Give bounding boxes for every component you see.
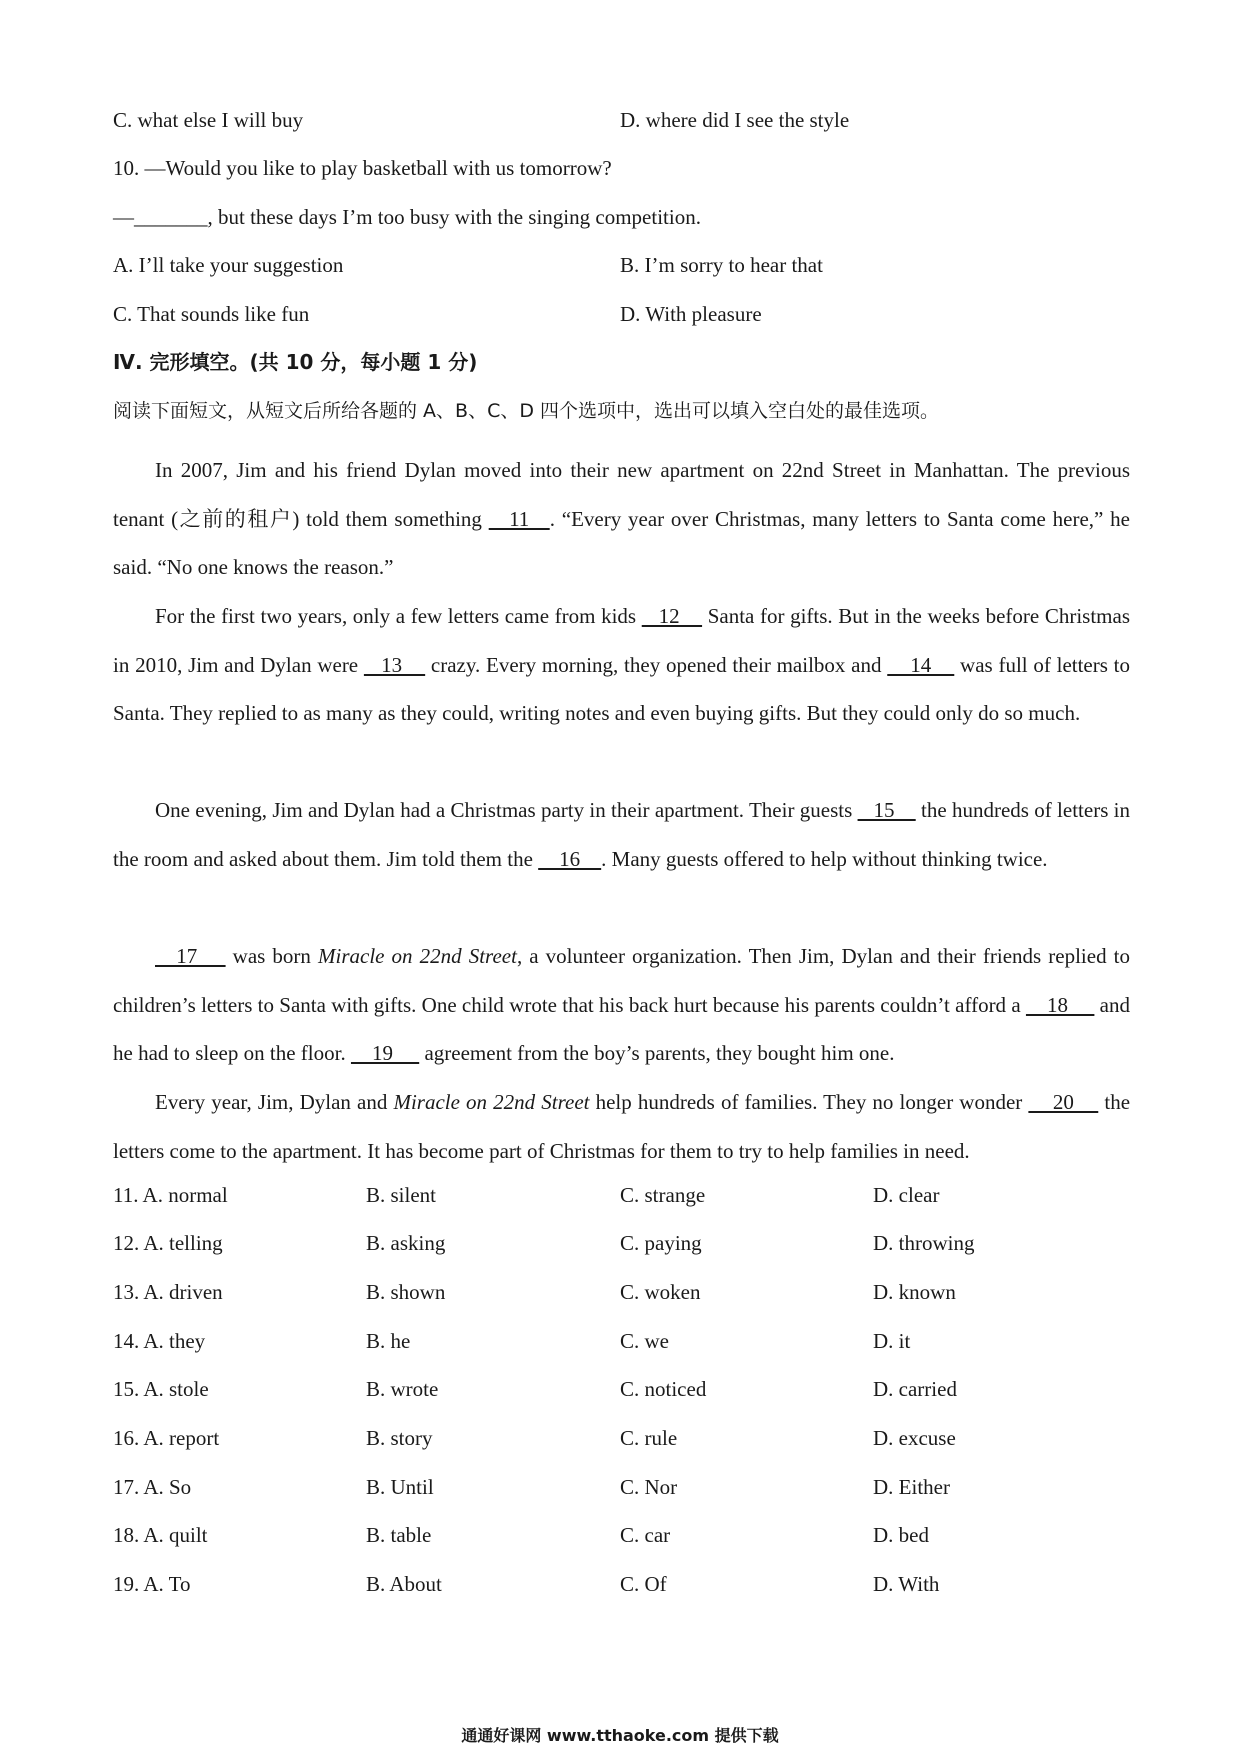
option-b: B. Until bbox=[366, 1475, 434, 1499]
option-d: D. it bbox=[873, 1329, 911, 1353]
section-instruction: 阅读下面短文，从短文后所给各题的 A、B、C、D 四个选项中，选出可以填入空白处的最佳选项。 bbox=[113, 400, 940, 422]
option-row-15 bbox=[113, 1375, 1130, 1403]
option-d: D. throwing bbox=[873, 1231, 975, 1255]
blank-19: 19 bbox=[350, 1041, 420, 1065]
passage-text: . “Every year over Christmas, many letters to Santa come here,” he said. “No one knows the reason.” bbox=[113, 506, 1130, 579]
passage-paragraph-5 bbox=[113, 1078, 1130, 1175]
passage-text: the hundreds of letters in the room and asked about them. Jim told them the bbox=[113, 798, 1131, 871]
option-c: C. woken bbox=[620, 1280, 701, 1304]
option-row-11 bbox=[113, 1181, 1130, 1209]
blank-20: 20 bbox=[1028, 1090, 1099, 1114]
organization-name: Miracle on 22nd Street bbox=[393, 1090, 590, 1114]
passage-text: help hundreds of families. They no longer wonder bbox=[589, 1090, 1029, 1114]
organization-name: Miracle on 22nd Street bbox=[318, 944, 517, 968]
option-b: B. wrote bbox=[366, 1377, 439, 1401]
option-a: 13. A. driven bbox=[113, 1280, 223, 1304]
option-row-18 bbox=[113, 1521, 1130, 1549]
option-c: C. we bbox=[620, 1329, 669, 1353]
blank-14: 14 bbox=[887, 652, 955, 677]
option-c: C. noticed bbox=[620, 1377, 707, 1401]
option-b: B. About bbox=[366, 1572, 442, 1596]
q10-option-a: A. I’ll take your suggestion bbox=[113, 253, 344, 277]
passage-text: One evening, Jim and Dylan had a Christmas party in their apartment. Their guests bbox=[155, 798, 858, 822]
option-d: D. known bbox=[873, 1280, 956, 1304]
option-c: C. car bbox=[620, 1523, 671, 1547]
passage-text: was born bbox=[225, 944, 318, 968]
passage-text: crazy. Every morning, they opened their mailbox and bbox=[425, 652, 888, 677]
blank-16: 16 bbox=[538, 846, 602, 871]
option-a: 16. A. report bbox=[113, 1426, 220, 1450]
passage-paragraph-2 bbox=[113, 592, 1130, 738]
q10-reply-text: , but these days I’m too busy with the singing competition. bbox=[207, 205, 701, 229]
option-a: 15. A. stole bbox=[113, 1377, 209, 1401]
q10-option-d: D. With pleasure bbox=[620, 302, 762, 326]
q10-option-c: C. That sounds like fun bbox=[113, 302, 310, 326]
blank-18: 18 bbox=[1025, 992, 1095, 1017]
option-d: D. With bbox=[873, 1572, 940, 1596]
q10-blank: —_______ bbox=[113, 205, 208, 229]
passage-text: and he had to sleep on the floor. bbox=[113, 992, 1131, 1065]
passage-text: For the first two years, only a few letters came from kids bbox=[155, 604, 642, 628]
option-d: D. Either bbox=[873, 1475, 950, 1499]
option-d: D. bed bbox=[873, 1523, 929, 1547]
option-a: 12. A. telling bbox=[113, 1231, 223, 1255]
option-a: 14. A. they bbox=[113, 1329, 206, 1353]
option-d: D. clear bbox=[873, 1183, 940, 1207]
passage-text: the letters come to the apartment. It has become part of Christmas for them to try to help families in need. bbox=[113, 1090, 1131, 1163]
option-row-17 bbox=[113, 1473, 1130, 1501]
option-b: B. story bbox=[366, 1426, 433, 1450]
option-row-16 bbox=[113, 1424, 1130, 1452]
option-c: C. paying bbox=[620, 1231, 702, 1255]
q10-reply bbox=[113, 203, 701, 231]
option-a: 11. A. normal bbox=[113, 1183, 228, 1207]
blank-13: 13 bbox=[363, 652, 426, 677]
blank-12: 12 bbox=[641, 604, 703, 628]
option-b: B. asking bbox=[366, 1231, 446, 1255]
passage-text: , a volunteer organization. Then Jim, Dylan and their friends replied to children’s letters to Santa with gifts. One child wrote that his back hurt because his parents couldn’t afford a bbox=[113, 944, 1130, 1017]
passage-paragraph-1 bbox=[113, 446, 1130, 592]
option-row-14 bbox=[113, 1327, 1130, 1355]
passage-text: was full of letters to Santa. They replied to as many as they could, writing notes and even buying gifts. But they could only do so much. bbox=[113, 652, 1131, 725]
passage-text: Santa for gifts. But in the weeks before Christmas in 2010, Jim and Dylan were bbox=[113, 604, 1130, 677]
q10-stem: 10. —Would you like to play basketball with us tomorrow? bbox=[113, 156, 612, 180]
passage-paragraph-3 bbox=[113, 786, 1130, 883]
option-c: C. strange bbox=[620, 1183, 706, 1207]
option-row-12 bbox=[113, 1229, 1130, 1257]
page-footer: 通通好课网 www.tthaoke.com 提供下载 bbox=[461, 1726, 779, 1745]
option-b: B. shown bbox=[366, 1280, 446, 1304]
option-a: 19. A. To bbox=[113, 1572, 191, 1596]
section-heading: Ⅳ. 完形填空。(共 10 分，每小题 1 分) bbox=[113, 350, 478, 374]
option-c: C. Nor bbox=[620, 1475, 678, 1499]
option-d: D. excuse bbox=[873, 1426, 956, 1450]
q10-option-b: B. I’m sorry to hear that bbox=[620, 253, 823, 277]
passage-paragraph-4 bbox=[113, 932, 1130, 1078]
option-b: B. table bbox=[366, 1523, 432, 1547]
passage-text: agreement from the boy’s parents, they bought him one. bbox=[419, 1041, 895, 1065]
passage-text: Every year, Jim, Dylan and bbox=[155, 1090, 394, 1114]
blank-17: 17 bbox=[155, 944, 226, 968]
option-d: D. carried bbox=[873, 1377, 957, 1401]
blank-11: 11 bbox=[488, 506, 550, 531]
option-b: B. he bbox=[366, 1329, 411, 1353]
q9-option-c: C. what else I will buy bbox=[113, 108, 304, 132]
option-c: C. rule bbox=[620, 1426, 678, 1450]
passage-text: . Many guests offered to help without thinking twice. bbox=[601, 846, 1048, 871]
passage-text: In 2007, Jim and his friend Dylan moved into their new apartment on 22nd Street in Manhattan. The previous tenant (之前的租户) told them something bbox=[113, 458, 1130, 531]
q9-option-d: D. where did I see the style bbox=[620, 108, 850, 132]
option-a: 17. A. So bbox=[113, 1475, 192, 1499]
option-c: C. Of bbox=[620, 1572, 667, 1596]
option-row-13 bbox=[113, 1278, 1130, 1306]
blank-15: 15 bbox=[857, 798, 916, 822]
option-b: B. silent bbox=[366, 1183, 437, 1207]
option-a: 18. A. quilt bbox=[113, 1523, 208, 1547]
option-row-19 bbox=[113, 1570, 1130, 1598]
